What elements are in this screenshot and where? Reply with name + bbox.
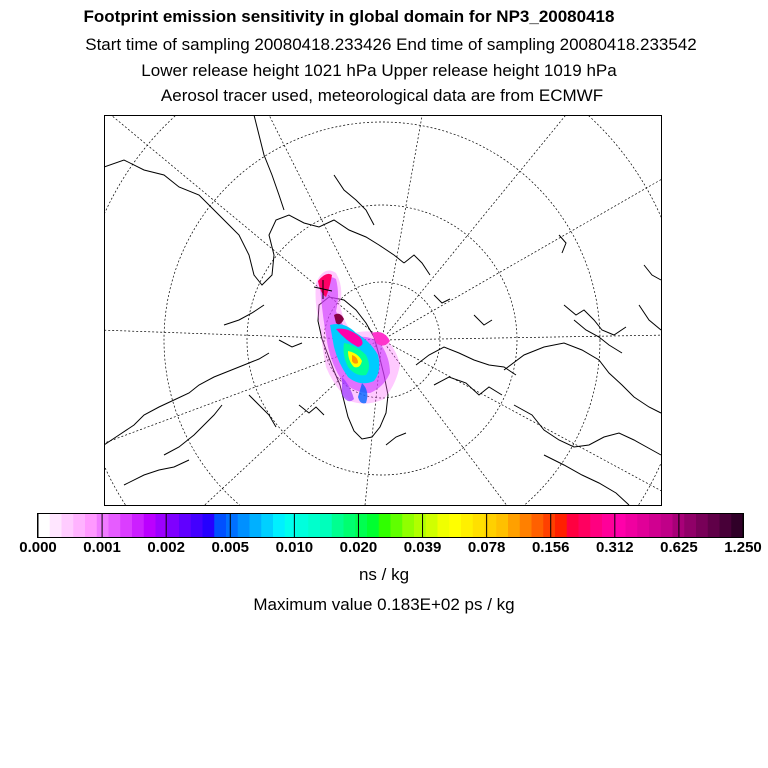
map-panel: [104, 115, 662, 506]
colorbar-cell: [73, 514, 85, 537]
colorbar-cell: [285, 514, 297, 537]
colorbar: [37, 513, 744, 538]
colorbar-cell: [590, 514, 602, 537]
colorbar-tick-label: 0.000: [19, 539, 57, 556]
colorbar-tick-label: 1.250: [724, 539, 762, 556]
colorbar-cell: [320, 514, 332, 537]
colorbar-cell: [344, 514, 356, 537]
colorbar-cell: [226, 514, 238, 537]
colorbar-cell: [708, 514, 720, 537]
colorbar-cell: [50, 514, 62, 537]
colorbar-cell: [179, 514, 191, 537]
colorbar-tick-label: 0.002: [147, 539, 185, 556]
colorbar-tick-label: 0.156: [531, 539, 570, 556]
colorbar-cell: [120, 514, 132, 537]
colorbar-cell: [614, 514, 626, 537]
colorbar-cell: [496, 514, 508, 537]
colorbar-tick-label: 0.078: [467, 539, 506, 556]
colorbar-cell: [649, 514, 661, 537]
colorbar-cell: [238, 514, 250, 537]
colorbar-cell: [203, 514, 215, 537]
colorbar-cell: [85, 514, 97, 537]
colorbar-cell: [214, 514, 226, 537]
colorbar-cell: [355, 514, 367, 537]
colorbar-cell: [391, 514, 403, 537]
colorbar-cell: [109, 514, 121, 537]
colorbar-cell: [602, 514, 614, 537]
colorbar-cell: [661, 514, 673, 537]
colorbar-cell: [473, 514, 485, 537]
colorbar-tick-label: 0.039: [403, 539, 442, 556]
map-canvas: [104, 115, 662, 506]
units-label: ns / kg: [358, 565, 410, 584]
colorbar-cell: [132, 514, 144, 537]
colorbar-cell: [367, 514, 379, 537]
colorbar-cell: [696, 514, 708, 537]
colorbar-cell: [567, 514, 579, 537]
colorbar-cell: [508, 514, 520, 537]
map-frame: [105, 116, 662, 506]
colorbar-tick-label: 0.312: [596, 539, 634, 556]
max-value-label: Maximum value 0.183E+02 ps / kg: [253, 595, 515, 614]
colorbar-tick-label: 0.005: [211, 539, 250, 556]
colorbar-cell: [167, 514, 179, 537]
colorbar-cell: [308, 514, 320, 537]
colorbar-cell: [555, 514, 567, 537]
colorbar-cell: [297, 514, 309, 537]
colorbar-cell: [273, 514, 285, 537]
title-line-1: Footprint emission sensitivity in global domain for NP3_20080418: [83, 7, 615, 26]
colorbar-svg: [37, 513, 744, 538]
title-line-2: Start time of sampling 20080418.233426 End time of sampling 20080418.233542: [85, 35, 697, 54]
colorbar-cell: [332, 514, 344, 537]
colorbar-cell: [97, 514, 109, 537]
colorbar-cell: [543, 514, 555, 537]
colorbar-cell: [520, 514, 532, 537]
colorbar-cell: [38, 514, 50, 537]
colorbar-cell: [250, 514, 262, 537]
colorbar-cell: [532, 514, 544, 537]
title-line-4: Aerosol tracer used, meteorological data are from ECMWF: [160, 86, 604, 105]
colorbar-cell: [426, 514, 438, 537]
colorbar-cell: [461, 514, 473, 537]
colorbar-tick-label: 0.020: [339, 539, 378, 556]
colorbar-tick-label: 0.010: [275, 539, 314, 556]
colorbar-cell: [684, 514, 696, 537]
colorbar-cell: [379, 514, 391, 537]
colorbar-cell: [414, 514, 426, 537]
colorbar-cell: [579, 514, 591, 537]
colorbar-cell: [626, 514, 638, 537]
colorbar-tick-label: 0.625: [660, 539, 698, 556]
colorbar-cell: [449, 514, 461, 537]
colorbar-cell: [62, 514, 74, 537]
colorbar-cell: [438, 514, 450, 537]
colorbar-cell: [731, 514, 743, 537]
colorbar-cell: [144, 514, 156, 537]
colorbar-cell: [261, 514, 273, 537]
colorbar-cell: [402, 514, 414, 537]
colorbar-cell: [637, 514, 649, 537]
colorbar-cell: [191, 514, 203, 537]
title-line-3: Lower release height 1021 hPa Upper release height 1019 hPa: [141, 61, 617, 80]
colorbar-cell: [720, 514, 732, 537]
colorbar-tick-label: 0.001: [83, 539, 121, 556]
